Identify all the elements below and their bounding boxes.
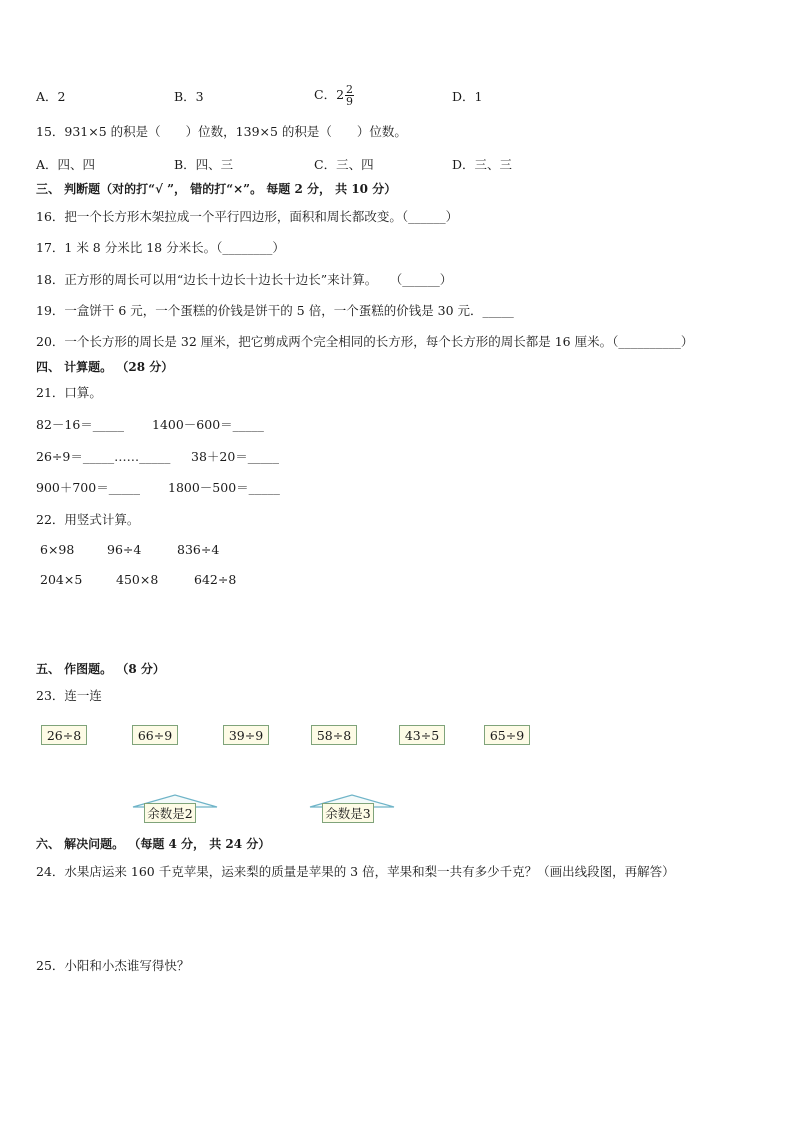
question-21-title: 21．口算。 xyxy=(36,385,102,400)
oral-calc-item: 1800－500＝_____ xyxy=(168,480,280,495)
section-3-heading: 三、 判断题（对的打“√ ”， 错的打“×”。 每题 2 分， 共 10 分） xyxy=(36,182,397,196)
question-17: 17．1 米 8 分米比 18 分米长。（________） xyxy=(36,240,285,255)
fraction-numerator: 2 xyxy=(346,83,354,96)
oral-calc-item: 38＋20＝_____ xyxy=(191,449,280,464)
option-a: A．2 xyxy=(36,89,66,104)
q15-option-d: D．三、三 xyxy=(452,157,513,172)
oral-calc-item: 26÷9＝_____……_____ xyxy=(36,449,171,464)
vertical-calc-item: 204×5 xyxy=(40,572,83,587)
fraction-denominator: 9 xyxy=(346,95,354,108)
q15-option-b: B．四、三 xyxy=(174,157,234,172)
vertical-calc-item: 836÷4 xyxy=(177,542,220,557)
oral-calc-item: 1400－600＝_____ xyxy=(152,417,264,432)
section-4-heading: 四、 计算题。 （28 分） xyxy=(36,360,174,374)
question-23-title: 23．连一连 xyxy=(36,688,102,703)
question-18: 18．正方形的周长可以用“边长十边长十边长十边长”来计算。 （______） xyxy=(36,272,453,287)
section-6-heading: 六、 解决问题。 （每题 4 分， 共 24 分） xyxy=(36,837,271,851)
question-25: 25．小阳和小杰谁写得快？ xyxy=(36,958,190,973)
division-card[interactable]: 58÷8 xyxy=(311,725,357,745)
remainder-house[interactable]: 余数是3 xyxy=(322,803,374,823)
q15-option-c: C．三、四 xyxy=(314,157,374,172)
question-16: 16．把一个长方形木架拉成一个平行四边形，面积和周长都改变。（______） xyxy=(36,209,459,224)
oral-calc-item: 900＋700＝_____ xyxy=(36,480,140,495)
question-20: 20．一个长方形的周长是 32 厘米，把它剪成两个完全相同的长方形，每个长方形的周长都是 16 厘米。（__________） xyxy=(36,334,694,349)
division-card[interactable]: 65÷9 xyxy=(484,725,530,745)
section-5-heading: 五、 作图题。 （8 分） xyxy=(36,662,165,676)
option-b: B．3 xyxy=(174,89,204,104)
division-card[interactable]: 66÷9 xyxy=(132,725,178,745)
vertical-calc-item: 642÷8 xyxy=(194,572,237,587)
question-19: 19．一盒饼干 6 元，一个蛋糕的价钱是饼干的 5 倍，一个蛋糕的价钱是 30 元．_____ xyxy=(36,303,514,318)
vertical-calc-item: 450×8 xyxy=(116,572,159,587)
question-22-title: 22．用竖式计算。 xyxy=(36,512,140,527)
option-c-prefix: C．2 xyxy=(314,87,345,102)
division-card[interactable]: 39÷9 xyxy=(223,725,269,745)
fraction xyxy=(345,84,354,107)
division-card[interactable]: 43÷5 xyxy=(399,725,445,745)
option-c xyxy=(314,84,354,107)
q15-option-a: A．四、四 xyxy=(36,157,96,172)
oral-calc-item: 82－16＝_____ xyxy=(36,417,125,432)
option-d: D．1 xyxy=(452,89,483,104)
division-card[interactable]: 26÷8 xyxy=(41,725,87,745)
question-15: 15．931×5 的积是（ ）位数，139×5 的积是（ ）位数。 xyxy=(36,124,407,139)
remainder-house[interactable]: 余数是2 xyxy=(144,803,196,823)
question-24: 24．水果店运来 160 千克苹果，运来梨的质量是苹果的 3 倍，苹果和梨一共有多少千克？（画出线段图，再解答） xyxy=(36,864,675,879)
vertical-calc-item: 6×98 xyxy=(40,542,75,557)
vertical-calc-item: 96÷4 xyxy=(107,542,142,557)
